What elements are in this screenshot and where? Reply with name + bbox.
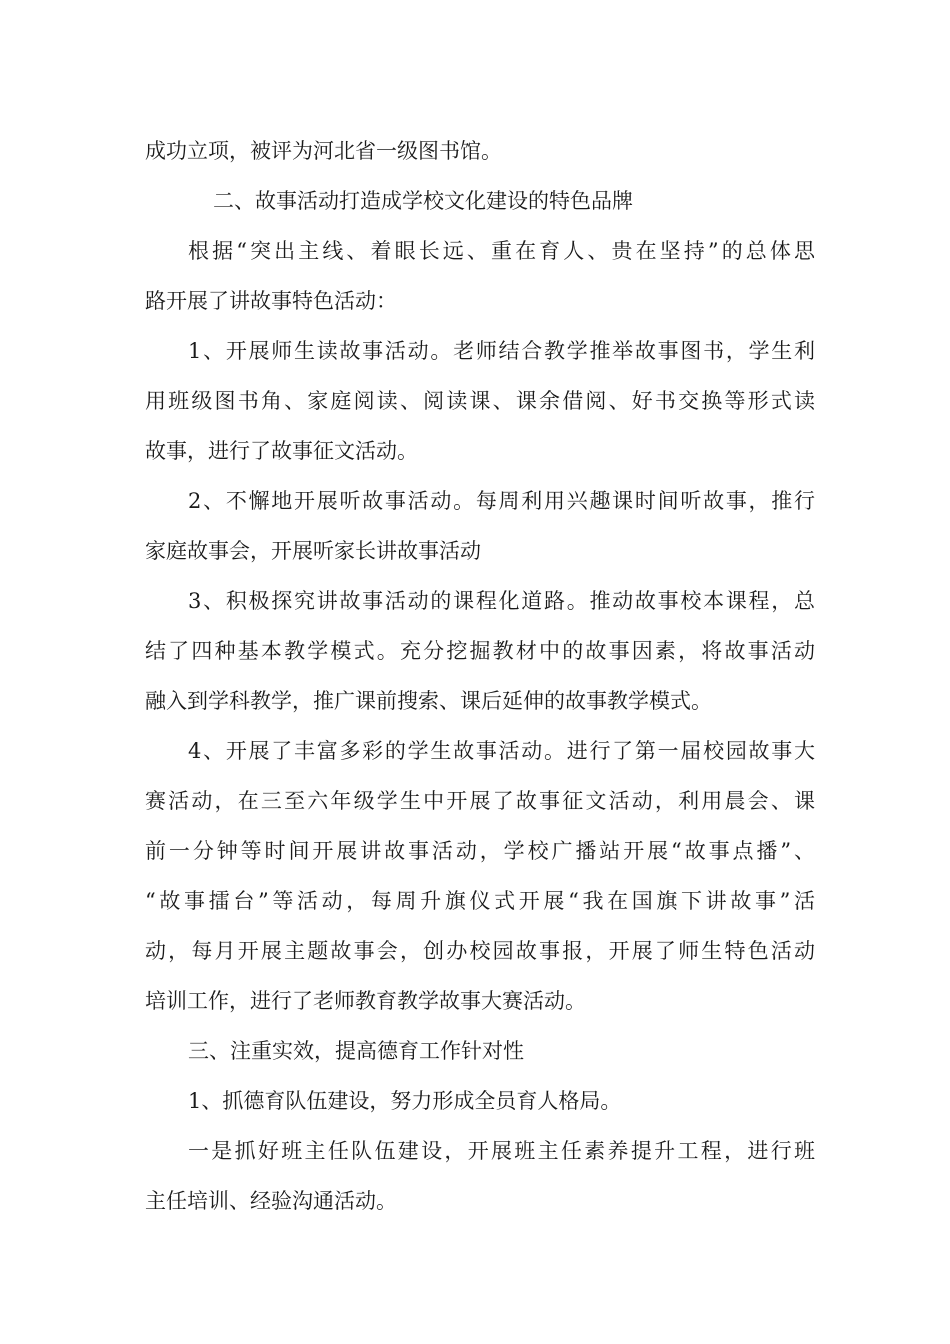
paragraph-line: 根据“突出主线、着眼长远、重在育人、贵在坚持”的总体思 <box>188 239 815 263</box>
paragraph-line: 培训工作，进行了老师教育教学故事大赛活动。 <box>145 989 586 1013</box>
paragraph-line: 主任培训、经验沟通活动。 <box>145 1189 397 1213</box>
paragraph-line: 前一分钟等时间开展讲故事活动，学校广播站开展“故事点播”、 <box>145 839 815 863</box>
paragraph-line: 赛活动，在三至六年级学生中开展了故事征文活动，利用晨会、课 <box>145 789 815 813</box>
paragraph-line: 4、开展了丰富多彩的学生故事活动。进行了第一届校园故事大 <box>188 739 815 763</box>
section-heading: 三、注重实效，提高德育工作针对性 <box>188 1039 524 1063</box>
paragraph-line: 1、抓德育队伍建设，努力形成全员育人格局。 <box>188 1089 622 1113</box>
paragraph-line: 路开展了讲故事特色活动： <box>145 289 397 313</box>
paragraph-line: 成功立项，被评为河北省一级图书馆。 <box>145 139 502 163</box>
paragraph-line: 1、开展师生读故事活动。老师结合教学推举故事图书，学生利 <box>188 339 815 363</box>
section-heading: 二、故事活动打造成学校文化建设的特色品牌 <box>213 189 633 213</box>
paragraph-line: 结了四种基本教学模式。充分挖掘教材中的故事因素，将故事活动 <box>145 639 815 663</box>
paragraph-line: 2、不懈地开展听故事活动。每周利用兴趣课时间听故事，推行 <box>188 489 815 513</box>
paragraph-line: 用班级图书角、家庭阅读、阅读课、课余借阅、好书交换等形式读 <box>145 389 815 413</box>
paragraph-line: 3、积极探究讲故事活动的课程化道路。推动故事校本课程，总 <box>188 589 815 613</box>
paragraph-line: 一是抓好班主任队伍建设，开展班主任素养提升工程，进行班 <box>188 1139 815 1163</box>
paragraph-line: 动，每月开展主题故事会，创办校园故事报，开展了师生特色活动 <box>145 939 815 963</box>
paragraph-line: “故事擂台”等活动，每周升旗仪式开展“我在国旗下讲故事”活 <box>145 889 815 913</box>
paragraph-line: 融入到学科教学，推广课前搜索、课后延伸的故事教学模式。 <box>145 689 712 713</box>
paragraph-line: 故事，进行了故事征文活动。 <box>145 439 418 463</box>
paragraph-line: 家庭故事会，开展听家长讲故事活动 <box>145 539 481 563</box>
